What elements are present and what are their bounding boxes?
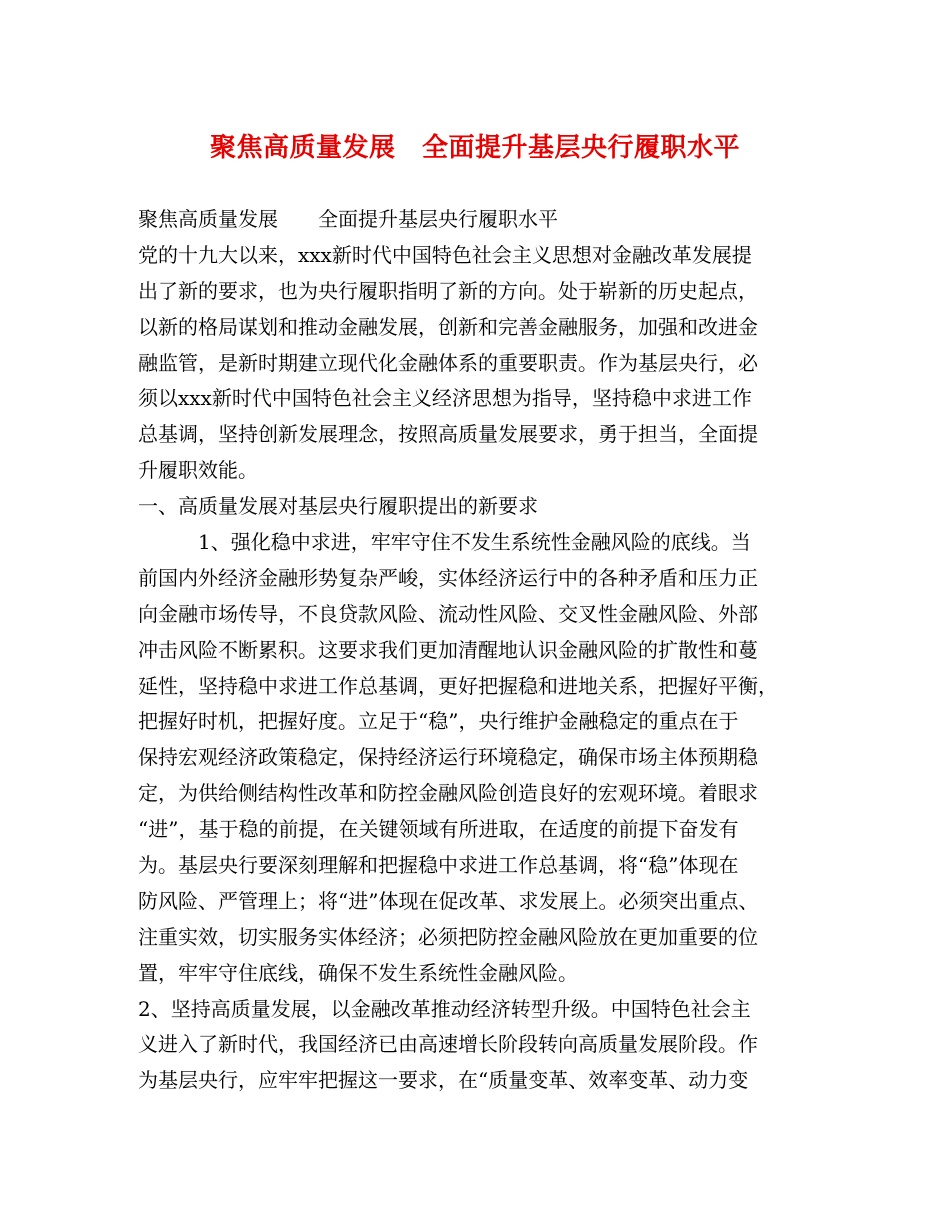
body-line: 为基层央行，应牢牢把握这一要求，在“质量变革、效率变革、动力变 (138, 1068, 749, 1093)
body-line: 党的十九大以来，xxx新时代中国特色社会主义思想对金融改革发展提 (138, 242, 752, 267)
body-line: 前国内外经济金融形势复杂严峻，实体经济运行中的各种矛盾和压力正 (138, 565, 758, 590)
body-line: “进”，基于稳的前提，在关键领域有所进取，在适度的前提下奋发有 (138, 817, 739, 842)
section-heading: 一、高质量发展对基层央行履职提出的新要求 (138, 494, 538, 519)
body-line: 置，牢牢守住底线，确保不发生系统性金融风险。 (138, 960, 578, 985)
body-line: 为。基层央行要深刻理解和把握稳中求进工作总基调，将“稳”体现在 (138, 853, 739, 878)
body-line: 须以xxx新时代中国特色社会主义经济思想为指导，坚持稳中求进工作 (138, 386, 752, 411)
body-line: 以新的格局谋划和推动金融发展，创新和完善金融服务，加强和改进金 (138, 314, 758, 339)
document-title: 聚焦高质量发展 全面提升基层央行履职水平 (209, 133, 740, 163)
document-body (138, 202, 838, 1099)
body-line: 融监管，是新时期建立现代化金融体系的重要职责。作为基层央行，必 (138, 350, 758, 375)
body-line: 聚焦高质量发展 全面提升基层央行履职水平 (138, 207, 558, 231)
body-line: 冲击风险不断累积。这要求我们更加清醒地认识金融风险的扩散性和蔓 (138, 637, 758, 662)
body-line: 2、坚持高质量发展，以金融改革推动经济转型升级。中国特色社会主 (138, 996, 751, 1021)
body-line: 防风险、严管理上；将“进”体现在促改革、求发展上。必须突出重点、 (138, 888, 759, 913)
body-line: 定，为供给侧结构性改革和防控金融风险创造良好的宏观环境。着眼求 (138, 781, 758, 806)
body-line: 1、强化稳中求进，牢牢守住不发生系统性金融风险的底线。当 (138, 530, 751, 555)
body-line: 延性，坚持稳中求进工作总基调，更好把握稳和进地关系，把握好平衡， (138, 673, 778, 698)
body-line: 把握好时机，把握好度。立足于“稳”，央行维护金融稳定的重点在于 (138, 709, 739, 734)
body-line: 保持宏观经济政策稳定，保持经济运行环境稳定，确保市场主体预期稳 (138, 745, 758, 770)
body-line: 升履职效能。 (138, 458, 258, 483)
body-line: 注重实效，切实服务实体经济；必须把防控金融风险放在更加重要的位 (138, 924, 758, 949)
body-line: 向金融市场传导，不良贷款风险、流动性风险、交叉性金融风险、外部 (138, 601, 758, 626)
body-line: 出了新的要求，也为央行履职指明了新的方向。处于崭新的历史起点， (138, 278, 758, 303)
body-line: 义进入了新时代，我国经济已由高速增长阶段转向高质量发展阶段。作 (138, 1032, 758, 1057)
body-line: 总基调，坚持创新发展理念，按照高质量发展要求，勇于担当，全面提 (138, 422, 758, 447)
